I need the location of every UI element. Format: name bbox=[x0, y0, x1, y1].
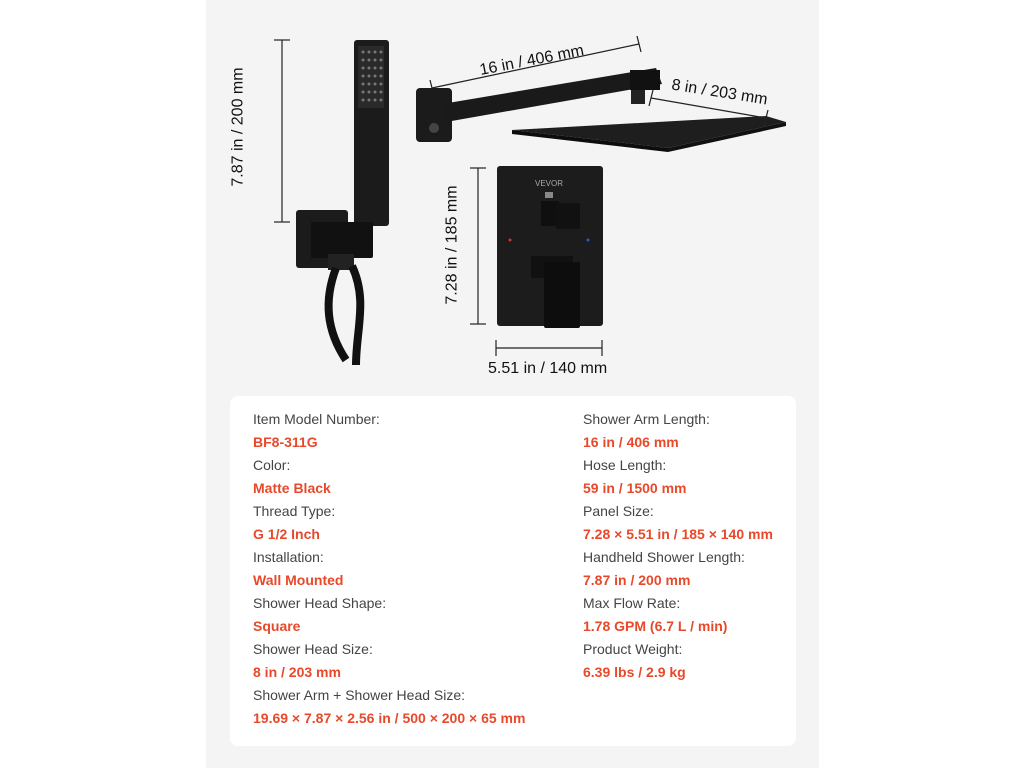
spec-value: 7.87 in / 200 mm bbox=[583, 572, 691, 588]
head-size-label: 8 in / 203 mm bbox=[670, 76, 769, 109]
spec-value: Wall Mounted bbox=[253, 572, 344, 588]
spec-value: BF8-311G bbox=[253, 434, 318, 450]
spec-panel-size bbox=[583, 500, 773, 546]
spec-value: 59 in / 1500 mm bbox=[583, 480, 687, 496]
shower-head-image bbox=[416, 68, 786, 152]
spec-label: Installation: bbox=[253, 549, 324, 565]
specifications-card bbox=[230, 396, 796, 746]
spec-label: Shower Head Shape: bbox=[253, 595, 387, 611]
spec-arm-and-head-size bbox=[253, 684, 525, 730]
spec-item-model-number bbox=[253, 408, 525, 454]
control-panel-image bbox=[497, 166, 603, 328]
spec-label: Color: bbox=[253, 457, 291, 473]
spec-shower-head-size bbox=[253, 638, 525, 684]
spec-value: 8 in / 203 mm bbox=[253, 664, 341, 680]
spec-value: Matte Black bbox=[253, 480, 331, 496]
spec-value: G 1/2 Inch bbox=[253, 526, 320, 542]
product-dimension-figure bbox=[206, 0, 819, 395]
spec-max-flow-rate bbox=[583, 592, 773, 638]
spec-label: Thread Type: bbox=[253, 503, 336, 519]
brand-logo: VEVOR bbox=[534, 179, 564, 188]
spec-label: Shower Arm + Shower Head Size: bbox=[253, 687, 466, 703]
panel-height-dimension-line bbox=[470, 168, 486, 324]
panel-width-dimension-line bbox=[496, 340, 602, 356]
spec-label: Item Model Number: bbox=[253, 411, 380, 427]
spec-value: 6.39 lbs / 2.9 kg bbox=[583, 664, 686, 680]
spec-label: Hose Length: bbox=[583, 457, 667, 473]
handheld-dimension-line bbox=[274, 40, 290, 222]
spec-label: Product Weight: bbox=[583, 641, 683, 657]
spec-label: Max Flow Rate: bbox=[583, 595, 681, 611]
spec-color bbox=[253, 454, 525, 500]
arm-length-label: 16 in / 406 mm bbox=[478, 42, 586, 79]
spec-product-weight bbox=[583, 638, 773, 684]
spec-value: 1.78 GPM (6.7 L / min) bbox=[583, 618, 728, 634]
spec-shower-head-shape bbox=[253, 592, 525, 638]
spec-shower-arm-length bbox=[583, 408, 773, 454]
spec-hose-length bbox=[583, 454, 773, 500]
spec-value: 7.28 × 5.51 in / 185 × 140 mm bbox=[583, 526, 773, 542]
handheld-shower-image bbox=[296, 40, 389, 365]
specs-right-column bbox=[583, 408, 773, 684]
panel-width-label: 5.51 in / 140 mm bbox=[488, 360, 608, 377]
handheld-height-label: 7.87 in / 200 mm bbox=[229, 67, 247, 187]
spec-label: Shower Head Size: bbox=[253, 641, 373, 657]
specs-left-column bbox=[253, 408, 525, 730]
spec-value: Square bbox=[253, 618, 301, 634]
spec-value: 19.69 × 7.87 × 2.56 in / 500 × 200 × 65 mm bbox=[253, 710, 526, 726]
spec-label: Panel Size: bbox=[583, 503, 654, 519]
spec-installation bbox=[253, 546, 525, 592]
spec-value: 16 in / 406 mm bbox=[583, 434, 679, 450]
spec-label: Handheld Shower Length: bbox=[583, 549, 745, 565]
spec-handheld-shower-length bbox=[583, 546, 773, 592]
panel-height-label: 7.28 in / 185 mm bbox=[443, 185, 461, 305]
spec-label: Shower Arm Length: bbox=[583, 411, 710, 427]
spec-thread-type bbox=[253, 500, 525, 546]
